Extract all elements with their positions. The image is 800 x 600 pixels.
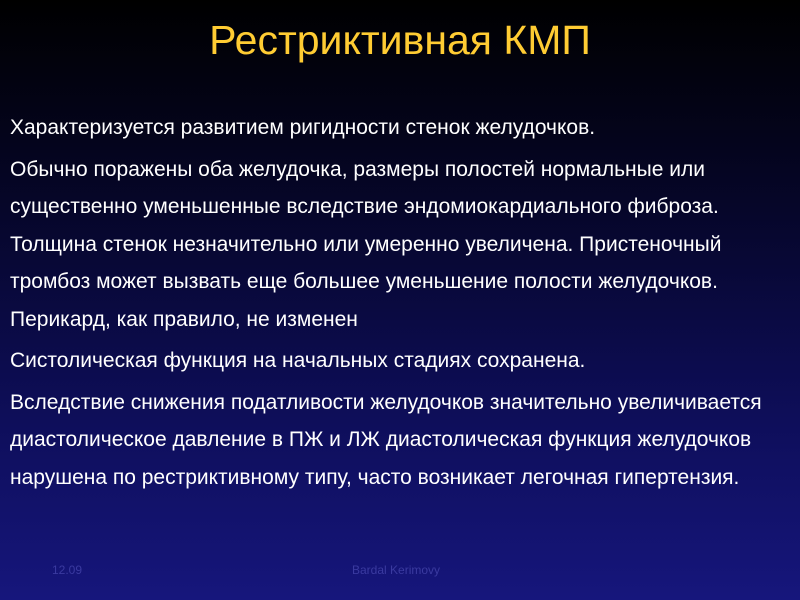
footer-text: Bardal Kerimovy [352,563,441,577]
slide-body [10,109,792,500]
footer-date: 12.09 [52,563,83,577]
paragraph-systolic-function: Систолическая функция на начальных стадиях сохранена. [10,349,586,372]
paragraph-diastolic-function: Вследствие снижения податливости желудочков значительно увеличивается диастолическое давление в ПЖ и ЛЖ диастолическая функция желудочков нарушена по рестриктивному типу, часто возникает легочная гипертензия. [10,390,762,489]
slide-title: Рестриктивная КМП [209,17,591,63]
paragraph-morphology: Обычно поражены оба желудочка, размеры полостей нормальные или существенно уменьшенные вследствие эндомиокардиального фиброза. Толщина стенок незначительно или умеренно увеличена. Пристеночный тромбоз может вызвать еще большее уменьшение полости желудочков. Перикард, как правило, не изменен [10,157,722,331]
paragraph-definition: Характеризуется развитием ригидности стенок желудочков. [10,116,596,139]
